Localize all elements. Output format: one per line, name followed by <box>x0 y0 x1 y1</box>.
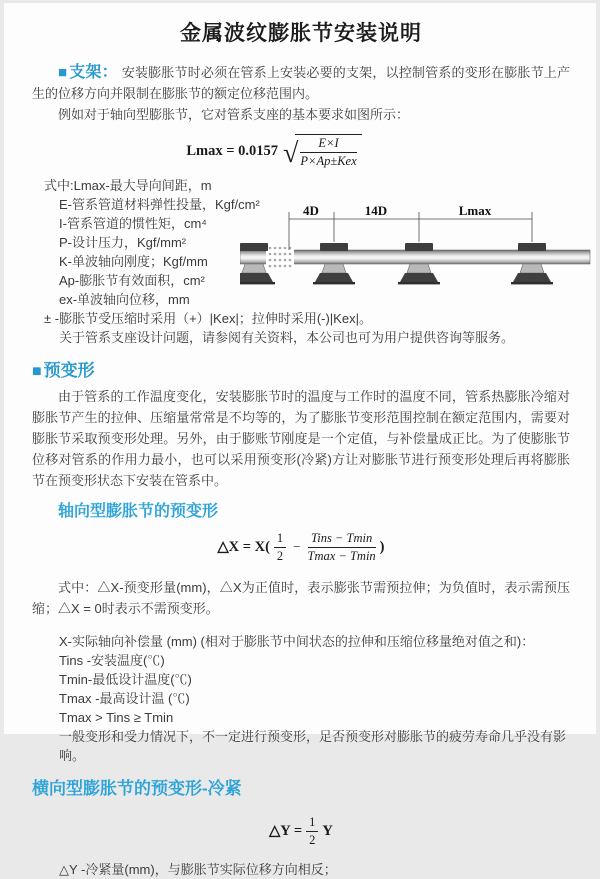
definition-line: ex-单波轴向位移，mm <box>59 292 190 308</box>
support-section-label: 支架： <box>69 64 118 81</box>
half-numerator: 1 <box>306 815 318 832</box>
axial-note-line: Tmin-最低设计温度(℃) <box>59 672 192 688</box>
temperature-fraction <box>308 531 376 564</box>
lmax-fraction <box>300 136 356 169</box>
half-numerator: 1 <box>274 531 286 548</box>
definition-line: Ap-膨胀节有效面积，cm² <box>59 273 205 289</box>
lmax-fraction-denominator: P×Ap±Kex <box>300 154 357 168</box>
definition-line: I-管系管道的惯性矩，cm⁴ <box>59 216 207 232</box>
axial-note-line: 一般变形和受力情况下，不一定进行预变形，足否预变形对膨胀节的疲劳寿命几乎没有影响。 <box>59 729 567 764</box>
section-square-icon: ■ <box>58 64 68 81</box>
delta-x-note: 式中：△X-预变形量(mm)，△X为正值时，表示膨张节需预拉伸；为负值时，表示需预压缩；△X = 0时表示不需预变形。 <box>32 580 570 617</box>
predeform-heading-label: 预变形 <box>43 361 95 381</box>
section-square-icon: ■ <box>32 363 42 381</box>
support-intro-paragraph <box>32 62 570 104</box>
axial-note-line: Tmax -最高设计温 (℃) <box>59 691 190 707</box>
predeform-section-heading <box>32 356 570 381</box>
pipe-support-diagram <box>240 202 592 297</box>
dimension-label-4d: 4D <box>303 203 319 219</box>
lmax-formula <box>32 134 570 170</box>
lmax-fraction-numerator: E×I <box>300 136 356 153</box>
temp-fraction-denominator: Tmax − Tmin <box>307 549 376 564</box>
definition-line: ± -膨胀节受压缩时采用（+）|Kex|；拉伸时采用(-)|Kex|。 <box>44 311 372 327</box>
dimension-label-14d: 14D <box>364 203 388 219</box>
delta-x-close-paren: ) <box>379 539 385 556</box>
axial-note-line: Tins -安装温度(℃) <box>59 653 165 669</box>
delta-x-formula <box>32 531 570 564</box>
delta-y-formula <box>32 815 570 848</box>
support-intro-text: 安装膨胀节时必须在管系上安装必要的支架，以控制管系的变形在膨胀节上产生的位移方向并限制在膨胀节的额定位移范围内。 <box>32 65 570 101</box>
definition-line: 关于管系支座设计问题，请参阅有关资料，本公司也可为用户提供咨询等服务。 <box>59 330 515 346</box>
formula-definitions-block <box>32 176 570 347</box>
definition-line: E-管系管道材料弹性投量，Kgf/cm² <box>59 197 260 213</box>
delta-x-lhs: △X = X( <box>217 539 270 556</box>
temp-fraction-numerator: Tins − Tmin <box>308 531 376 548</box>
half-denominator: 2 <box>309 833 316 848</box>
support-example-text: 例如对于轴向型膨胀节，它对管系支座的基本要求如图所示： <box>58 107 410 122</box>
half-denominator: 2 <box>276 549 284 564</box>
bellows-icon <box>266 245 294 269</box>
one-half-fraction <box>274 531 286 564</box>
document-page <box>4 3 596 878</box>
one-half-fraction <box>306 815 318 848</box>
lateral-predeform-heading: 横向型膨胀节的预变形-冷紧 <box>32 779 242 799</box>
axial-note-line: X-实际轴向补偿量 (mm) (相对于膨胀节中间状态的拉伸和压缩位移量绝对值之和)： <box>59 634 535 650</box>
delta-y-lhs: △Y = <box>269 823 303 840</box>
axial-note-line: Tmax > Tins ≥ Tmin <box>59 710 174 726</box>
axial-predeform-heading: 轴向型膨胀节的预变形 <box>58 503 219 521</box>
sqrt-body <box>295 134 361 169</box>
lmax-formula-lhs: Lmax = 0.0157 <box>186 143 278 160</box>
dimension-label-lmax: Lmax <box>458 203 492 219</box>
definition-line: 式中:Lmax-最大导向间距，m <box>44 178 212 194</box>
definition-line: P-设计压力，Kgf/mm² <box>59 235 187 251</box>
definition-line: K-单波轴向刚度；Kgf/mm <box>59 254 208 270</box>
minus-sign: − <box>293 539 301 555</box>
predeform-body-paragraph: 由于管系的工作温度变化，安装膨胀节时的温度与工作时的温度不同，管系热膨胀冷缩对膨胀节产生的拉伸、压缩量常常是不均等的，为了膨胀节变形范围控制在额定范围内，需要对膨胀节采取预变形处理。另外，由于膨账节刚度是一个定值，与补偿量成正比。为了使膨胀节位移对管系的作用力最小，也可以采用预变形(冷紧)方让对膨胀节进行预变形处理后再将膨胀节在预变形状态下安装在管系中。 <box>32 389 570 489</box>
delta-y-rhs: Y <box>322 823 333 840</box>
sqrt-radical-icon: √ <box>283 138 299 170</box>
delta-y-note: △Y -冷紧量(mm)，与膨胀节实际位移方向相反； <box>59 862 337 878</box>
page-title: 金属波纹膨胀节安装说明 <box>180 22 422 45</box>
